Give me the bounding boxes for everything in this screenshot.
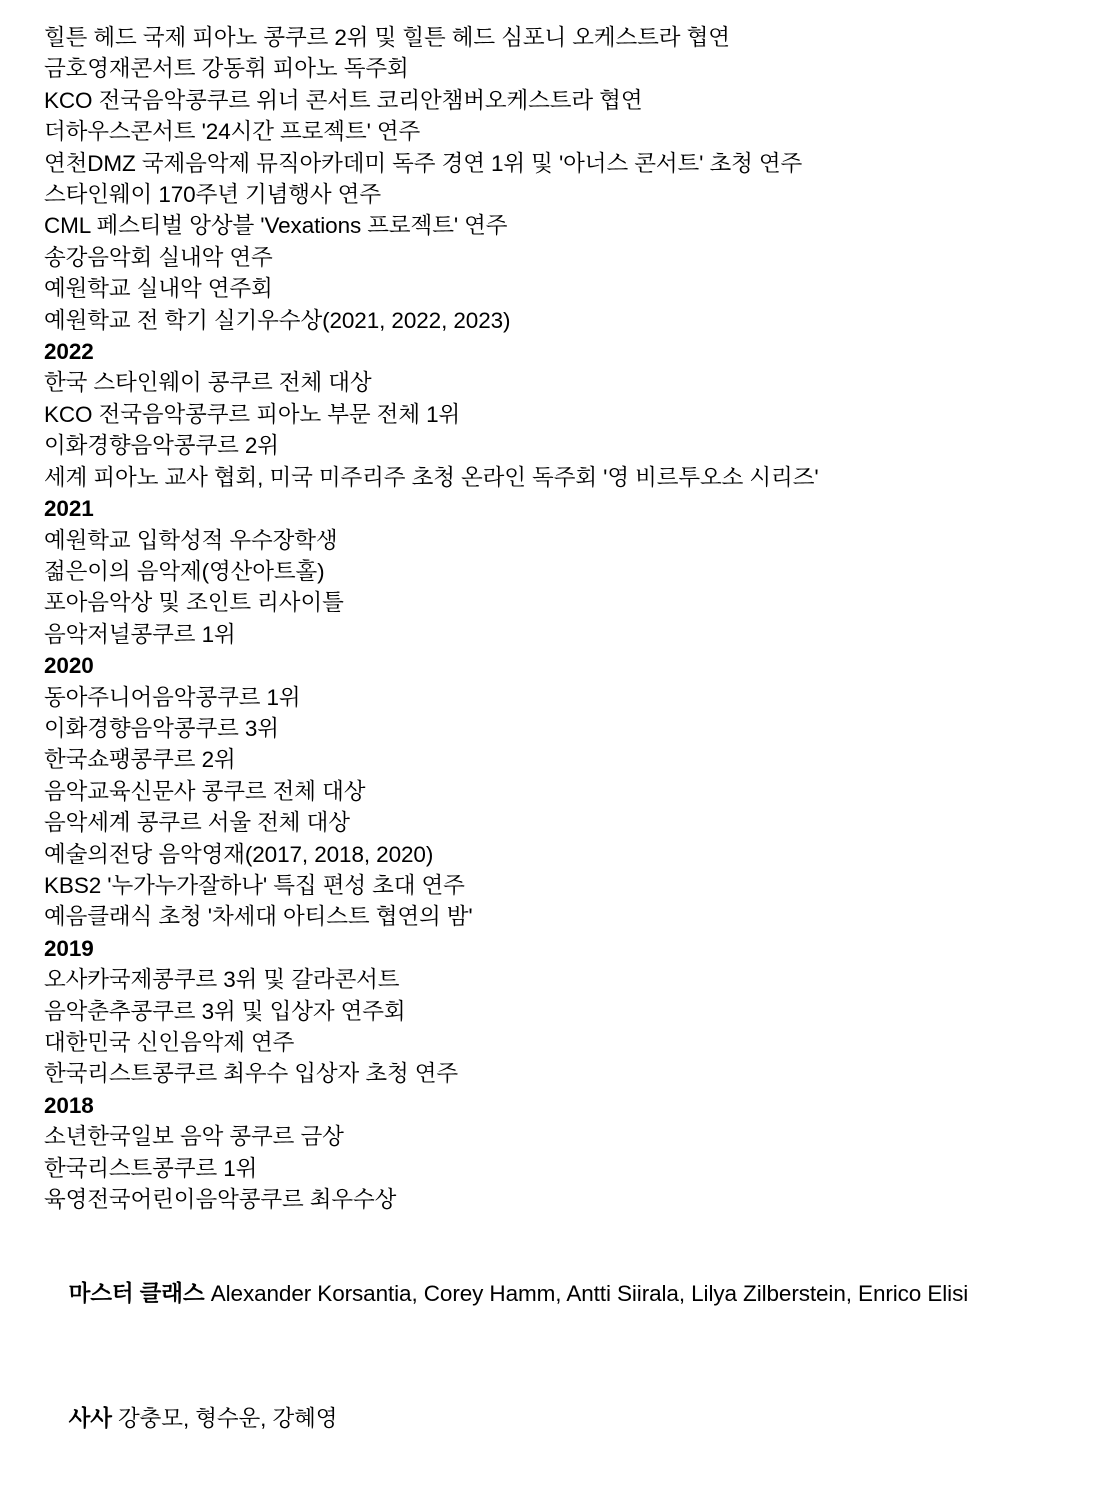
section-spacer <box>44 1215 1080 1246</box>
master-class-label: 마스터 클래스 <box>68 1280 205 1306</box>
list-item: 이화경향음악콩쿠르 2위 <box>44 433 279 459</box>
list-item: 오사카국제콩쿠르 3위 및 갈라콘서트 <box>44 967 400 993</box>
list-item: 소년한국일보 음악 콩쿠르 금상 <box>44 1124 344 1150</box>
list-item: CML 페스티벌 앙상블 'Vexations 프로젝트' 연주 <box>44 213 508 239</box>
year-heading: 2018 <box>44 1092 94 1118</box>
list-item: KCO 전국음악콩쿠르 위너 콘서트 코리안챔버오케스트라 협연 <box>44 87 643 113</box>
teachers-value: 강충모, 형수운, 강혜영 <box>111 1406 338 1432</box>
list-item: 한국리스트콩쿠르 1위 <box>44 1155 258 1181</box>
achievement-list <box>44 22 1080 1215</box>
list-item: 더하우스콘서트 '24시간 프로젝트' 연주 <box>44 119 421 145</box>
list-item: 세계 피아노 교사 협회, 미국 미주리주 초청 온라인 독주회 '영 비르투오소 시리즈' <box>44 464 819 490</box>
list-item: 힐튼 헤드 국제 피아노 콩쿠르 2위 및 힐튼 헤드 심포니 오케스트라 협연 <box>44 25 730 50</box>
teachers-row <box>44 1372 1080 1466</box>
list-item: 음악세계 콩쿠르 서울 전체 대상 <box>44 810 350 836</box>
list-item: 스타인웨이 170주년 기념행사 연주 <box>44 182 381 208</box>
year-heading: 2020 <box>44 653 94 679</box>
list-item: 연천DMZ 국제음악제 뮤직아카데미 독주 경연 1위 및 '아너스 콘서트' 초청 연주 <box>44 150 803 176</box>
list-item: 젊은이의 음악제(영산아트홀) <box>44 558 325 584</box>
list-item: 예원학교 실내악 연주회 <box>44 276 273 302</box>
list-item: 예원학교 전 학기 실기우수상(2021, 2022, 2023) <box>44 307 511 333</box>
year-heading: 2021 <box>44 496 94 522</box>
list-item: 대한민국 신인음악제 연주 <box>44 1030 295 1055</box>
list-item: 예음클래식 초청 '차세대 아티스트 협연의 밤' <box>44 904 473 930</box>
year-heading: 2022 <box>44 339 94 365</box>
list-item: 한국 스타인웨이 콩쿠르 전체 대상 <box>44 370 372 396</box>
list-item: 포아음악상 및 조인트 리사이틀 <box>44 590 344 616</box>
teachers-label: 사사 <box>68 1406 112 1432</box>
list-item: KBS2 '누가누가잘하나' 특집 편성 초대 연주 <box>44 872 465 898</box>
list-item: 음악교육신문사 콩쿠르 전체 대상 <box>44 778 366 804</box>
list-item: 한국리스트콩쿠르 최우수 입상자 초청 연주 <box>44 1061 459 1087</box>
list-item: 금호영재콘서트 강동휘 피아노 독주회 <box>44 56 409 82</box>
list-item: 이화경향음악콩쿠르 3위 <box>44 715 279 741</box>
list-item: 동아주니어음악콩쿠르 1위 <box>44 684 301 710</box>
year-heading: 2019 <box>44 935 94 961</box>
list-item: 송강음악회 실내악 연주 <box>44 244 273 270</box>
list-item: 음악춘추콩쿠르 3위 및 입상자 연주회 <box>44 998 406 1024</box>
master-class-row <box>44 1246 1080 1340</box>
list-item: 음악저널콩쿠르 1위 <box>44 621 236 647</box>
list-item: 육영전국어린이음악콩쿠르 최우수상 <box>44 1187 397 1213</box>
list-item: 예원학교 입학성적 우수장학생 <box>44 527 338 553</box>
list-item: 예술의전당 음악영재(2017, 2018, 2020) <box>44 841 434 867</box>
list-item: KCO 전국음악콩쿠르 피아노 부문 전체 1위 <box>44 401 461 427</box>
section-spacer <box>44 1341 1080 1372</box>
master-class-value: Alexander Korsantia, Corey Hamm, Antti Siirala, Lilya Zilberstein, Enrico Elisi <box>204 1280 969 1306</box>
list-item: 한국쇼팽콩쿠르 2위 <box>44 747 236 773</box>
